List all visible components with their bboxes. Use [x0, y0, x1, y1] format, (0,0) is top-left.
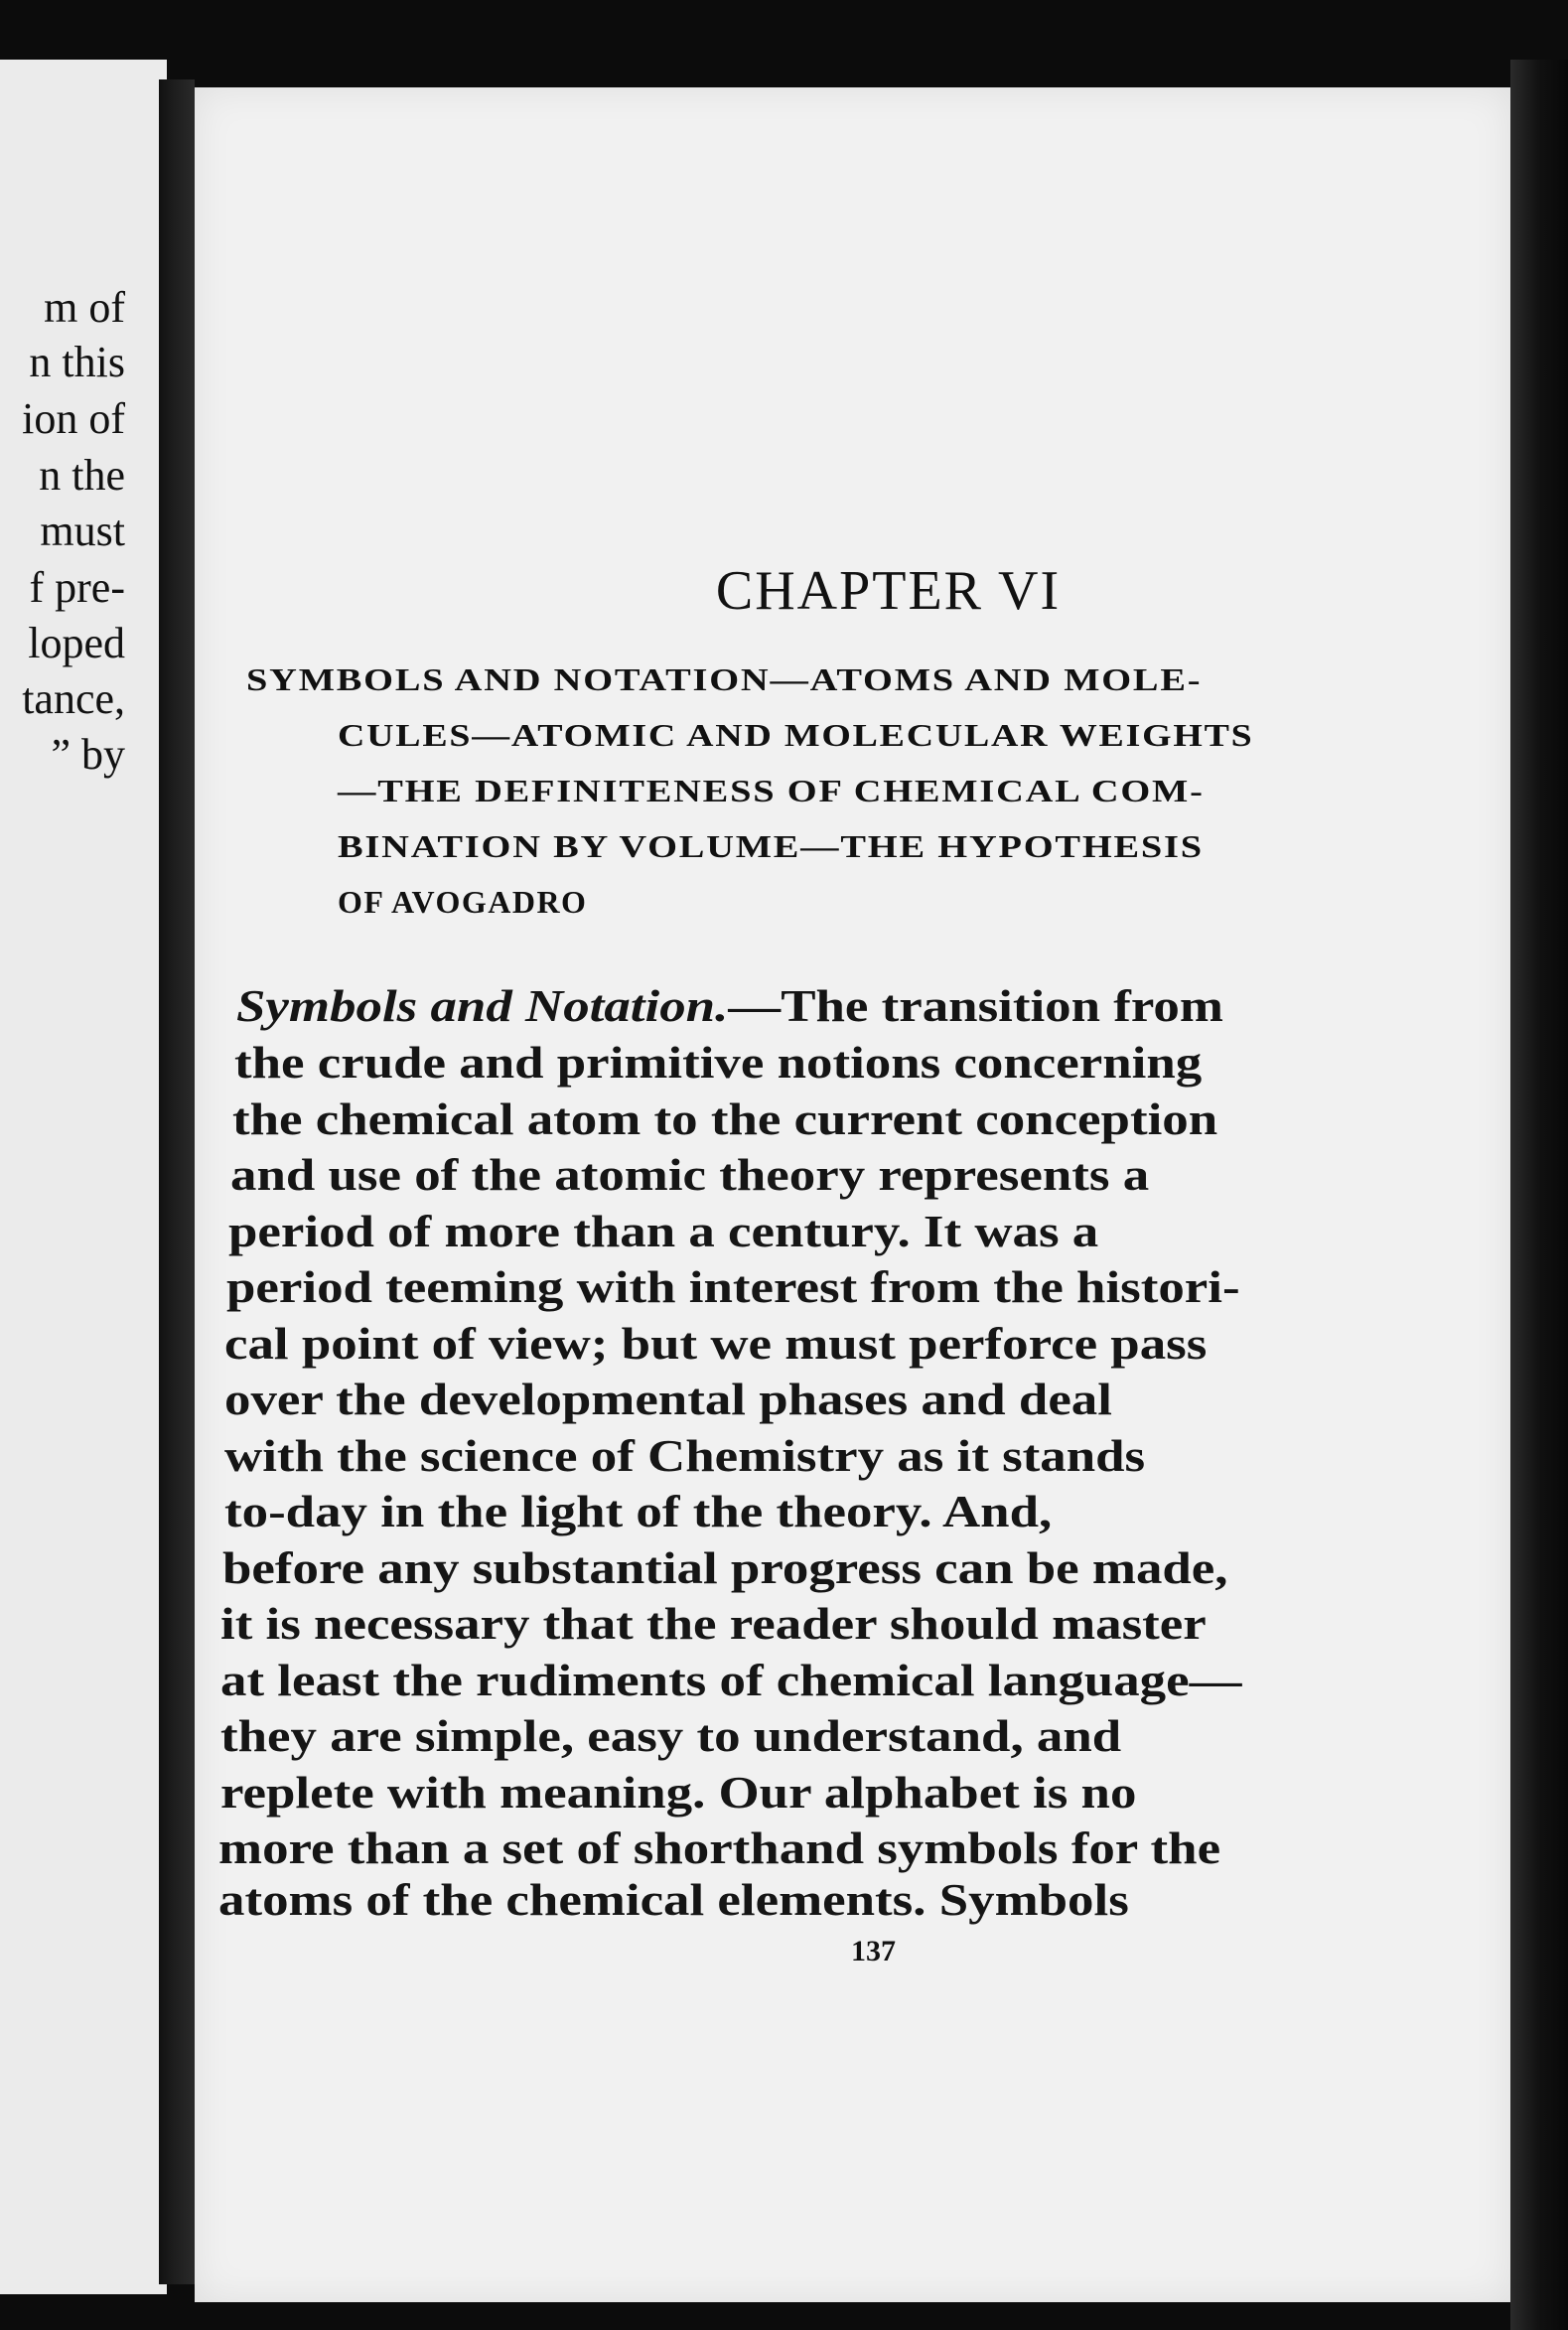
body-line: and use of the atomic theory represents a	[230, 1149, 1150, 1200]
left-page-line: n the	[39, 451, 125, 500]
body-line: at least the rudiments of chemical language—	[220, 1655, 1242, 1705]
body-line: cal point of view; but we must perforce pass	[224, 1318, 1208, 1369]
synopsis-line: OF AVOGADRO	[338, 884, 588, 920]
left-page-line: ” by	[51, 730, 125, 779]
body-line: before any substantial progress can be made,	[222, 1542, 1228, 1593]
body-line-text: —The transition from	[728, 980, 1223, 1031]
left-page-line: ion of	[22, 394, 125, 443]
left-page-line: f pre-	[29, 563, 125, 612]
body-line: it is necessary that the reader should master	[220, 1598, 1207, 1649]
run-in-heading: Symbols and Notation.	[236, 980, 729, 1031]
body-line: to-day in the light of the theory. And,	[224, 1486, 1053, 1536]
synopsis-line: —THE DEFINITENESS OF CHEMICAL COM-	[338, 773, 1205, 808]
body-line: over the developmental phases and deal	[224, 1374, 1112, 1424]
left-page-line: n this	[29, 338, 125, 386]
chapter-heading: CHAPTER VI	[715, 560, 1062, 622]
body-line: period of more than a century. It was a	[228, 1206, 1099, 1256]
body-line: replete with meaning. Our alphabet is no	[220, 1767, 1137, 1818]
left-page-line: must	[40, 507, 125, 555]
body-line: period teeming with interest from the histori-	[226, 1261, 1240, 1312]
body-line: more than a set of shorthand symbols for the	[218, 1822, 1221, 1873]
body-line-first	[236, 980, 1223, 1031]
body-line: atoms of the chemical elements. Symbols	[218, 1874, 1129, 1925]
body-line: they are simple, easy to understand, and	[220, 1710, 1122, 1761]
body-line: with the science of Chemistry as it stands	[224, 1430, 1146, 1481]
body-line: the chemical atom to the current conception	[232, 1093, 1218, 1144]
left-page-line: loped	[28, 619, 125, 667]
body-line: the crude and primitive notions concerning	[234, 1037, 1203, 1088]
synopsis-line: BINATION BY VOLUME—THE HYPOTHESIS	[338, 828, 1204, 864]
page-number: 137	[851, 1935, 896, 1967]
synopsis-line: CULES—ATOMIC AND MOLECULAR WEIGHTS	[338, 717, 1254, 753]
left-page-line: tance,	[22, 674, 125, 723]
left-page-line: m of	[44, 283, 125, 332]
synopsis-line: SYMBOLS AND NOTATION—ATOMS AND MOLE-	[246, 661, 1203, 697]
